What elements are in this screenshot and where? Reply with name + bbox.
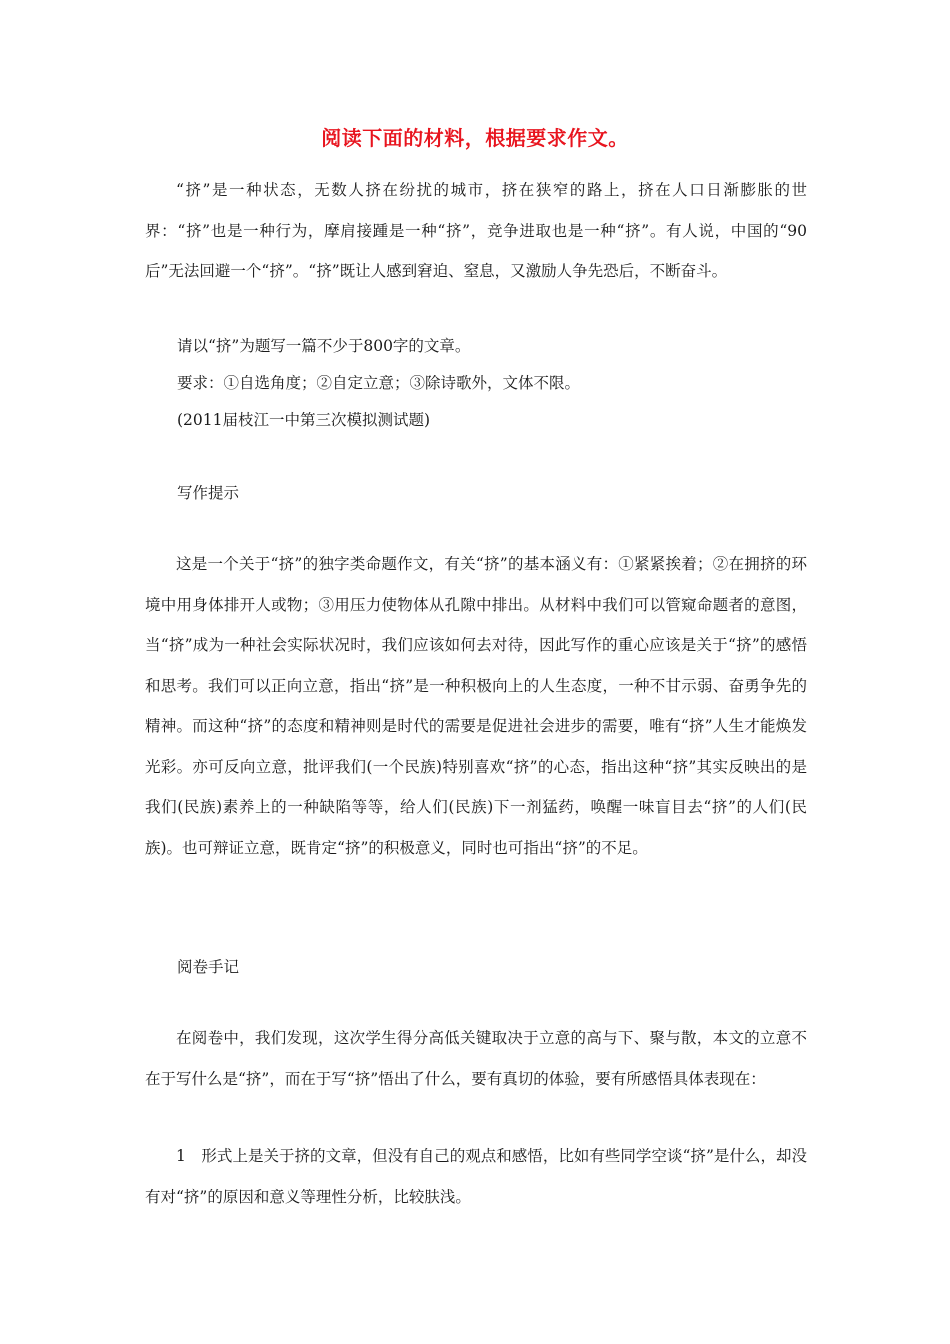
document-title: 阅读下面的材料，根据要求作文。: [321, 126, 629, 150]
task-line: 请以“挤”为题写一篇不少于800字的文章。: [177, 337, 471, 355]
grading-notes-paragraph: 在阅卷中，我们发现，这次学生得分高低关键取决于立意的高与下、聚与散，本文的立意不在于写什么是“挤”，而在于写“挤”悟出了什么，要有真切的体验，要有所感悟具体表现在：: [145, 1029, 807, 1088]
writing-tips-heading: 写作提示: [177, 484, 240, 502]
material-paragraph: “挤”是一种状态，无数人挤在纷扰的城市，挤在狭窄的路上，挤在人口日渐膨胀的世界：“挤”也是一种行为，摩肩接踵是一种“挤”，竞争进取也是一种“挤”。有人说，中国的“90后”无法回避一个“挤”。“挤”既让人感到窘迫、窒息，又激励人争先恐后，不断奋斗。: [145, 181, 807, 280]
source-line: (2011届枝江一中第三次模拟测试题): [177, 411, 431, 429]
requirements-line: 要求：①自选角度；②自定立意；③除诗歌外，文体不限。: [177, 374, 581, 392]
grading-point-1: 1 形式上是关于挤的文章，但没有自己的观点和感悟，比如有些同学空谈“挤”是什么，却没有对“挤”的原因和意义等理性分析，比较肤浅。: [145, 1147, 807, 1206]
writing-tips-paragraph: 这是一个关于“挤”的独字类命题作文，有关“挤”的基本涵义有：①紧紧挨着；②在拥挤的环境中用身体排开人或物；③用压力使物体从孔隙中排出。从材料中我们可以管窥命题者的意图，当“挤”成为一种社会实际状况时，我们应该如何去对待，因此写作的重心应该是关于“挤”的感悟和思考。我们可以正向立意，指出“挤”是一种积极向上的人生态度，一种不甘示弱、奋勇争先的精神。而这种“挤”的态度和精神则是时代的需要是促进社会进步的需要，唯有“挤”人生才能焕发光彩。亦可反向立意，批评我们(一个民族)特别喜欢“挤”的心态，指出这种“挤”其实反映出的是我们(民族)素养上的一种缺陷等等，给人们(民族)下一剂猛药，唤醒一味盲目去“挤”的人们(民族)。也可辩证立意，既肯定“挤”的积极意义，同时也可指出“挤”的不足。: [145, 555, 807, 857]
grading-notes-heading: 阅卷手记: [177, 958, 240, 976]
